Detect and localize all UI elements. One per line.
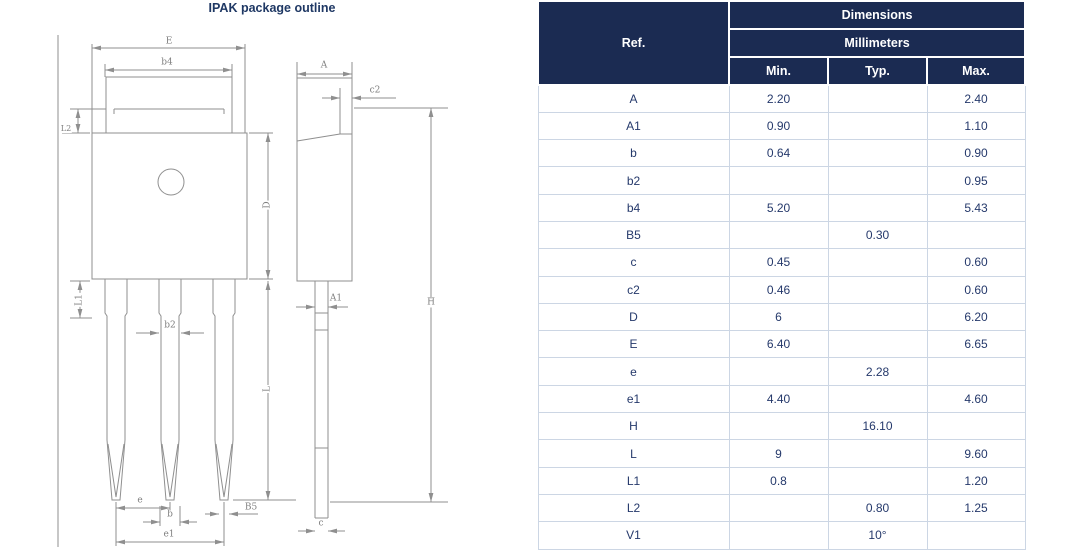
table-row	[538, 167, 1025, 194]
header-ref: Ref.	[538, 1, 729, 85]
table-row	[538, 494, 1025, 521]
cell-ref: b2	[538, 167, 729, 194]
dimensions-table	[537, 0, 1026, 550]
cell-min: 0.8	[729, 467, 828, 494]
label-c2: c2	[369, 85, 381, 96]
lead-2-tip	[162, 444, 178, 497]
label-e1: e1	[163, 529, 175, 540]
cell-ref: c2	[538, 276, 729, 303]
cell-max: 1.25	[927, 494, 1025, 521]
label-E: E	[165, 36, 173, 47]
cell-max: 6.65	[927, 331, 1025, 358]
header-min: Min.	[729, 57, 828, 85]
cell-ref: L	[538, 440, 729, 467]
label-A: A	[320, 60, 328, 71]
cell-max: 0.90	[927, 140, 1025, 167]
cell-ref: c	[538, 249, 729, 276]
cell-ref: b4	[538, 194, 729, 221]
cell-ref: V1	[538, 522, 729, 549]
cell-ref: L2	[538, 494, 729, 521]
lead-3-tip	[216, 444, 232, 497]
cell-ref: e	[538, 358, 729, 385]
label-b2: b2	[164, 320, 176, 331]
label-b: b	[167, 509, 173, 520]
cell-typ	[828, 440, 927, 467]
side-view	[296, 62, 448, 531]
cell-min	[729, 358, 828, 385]
cell-max: 0.60	[927, 276, 1025, 303]
lead-2	[159, 279, 181, 500]
table-row	[538, 358, 1025, 385]
cell-typ: 0.80	[828, 494, 927, 521]
cell-ref: A	[538, 85, 729, 112]
cell-max	[927, 221, 1025, 248]
side-tab-step	[297, 88, 352, 141]
cell-max	[927, 358, 1025, 385]
cell-min: 9	[729, 440, 828, 467]
cell-max	[927, 413, 1025, 440]
cell-max: 0.60	[927, 249, 1025, 276]
cell-max: 1.10	[927, 112, 1025, 139]
cell-max: 6.20	[927, 303, 1025, 330]
table-row	[538, 440, 1025, 467]
tab-step	[114, 109, 224, 114]
cell-min: 0.45	[729, 249, 828, 276]
drawing-title: IPAK package outline	[208, 1, 336, 15]
cell-min	[729, 494, 828, 521]
label-e: e	[137, 495, 143, 506]
lead-1	[105, 279, 127, 500]
cell-ref: L1	[538, 467, 729, 494]
label-c: c	[318, 518, 324, 529]
side-lead	[315, 281, 328, 518]
cell-min: 4.40	[729, 385, 828, 412]
header-dimensions: Dimensions	[729, 1, 1025, 29]
cell-ref: E	[538, 331, 729, 358]
cell-typ	[828, 467, 927, 494]
table-row	[538, 140, 1025, 167]
cell-typ: 0.30	[828, 221, 927, 248]
label-D: D	[262, 201, 273, 209]
lead-1-tip	[108, 444, 124, 497]
cell-min	[729, 167, 828, 194]
side-lead-bends	[315, 313, 328, 448]
table-row	[538, 413, 1025, 440]
cell-max	[927, 522, 1025, 549]
table-row	[538, 385, 1025, 412]
label-B5: B5	[244, 502, 258, 513]
cell-typ: 2.28	[828, 358, 927, 385]
cell-min	[729, 221, 828, 248]
cell-min	[729, 522, 828, 549]
table-row	[538, 221, 1025, 248]
cell-typ	[828, 303, 927, 330]
cell-typ	[828, 194, 927, 221]
lead-3	[213, 279, 235, 500]
cell-typ: 10°	[828, 522, 927, 549]
header-millimeters: Millimeters	[729, 29, 1025, 57]
cell-max: 0.95	[927, 167, 1025, 194]
cell-min: 0.90	[729, 112, 828, 139]
cell-ref: e1	[538, 385, 729, 412]
table-row	[538, 249, 1025, 276]
table-row	[538, 303, 1025, 330]
cell-max: 9.60	[927, 440, 1025, 467]
table-row	[538, 194, 1025, 221]
cell-typ	[828, 140, 927, 167]
table-row	[538, 85, 1025, 112]
cell-ref: b	[538, 140, 729, 167]
label-L: L	[262, 386, 273, 392]
header-typ: Typ.	[828, 57, 927, 85]
cell-min: 0.46	[729, 276, 828, 303]
mounting-tab	[106, 77, 232, 133]
mounting-hole	[158, 169, 184, 195]
cell-typ	[828, 112, 927, 139]
cell-min: 6.40	[729, 331, 828, 358]
cell-typ: 16.10	[828, 413, 927, 440]
cell-ref: D	[538, 303, 729, 330]
cell-min: 2.20	[729, 85, 828, 112]
cell-ref: B5	[538, 221, 729, 248]
cell-typ	[828, 85, 927, 112]
label-L2: L2	[60, 124, 72, 133]
cell-max: 1.20	[927, 467, 1025, 494]
cell-max: 5.43	[927, 194, 1025, 221]
cell-min: 0.64	[729, 140, 828, 167]
body-outline	[92, 133, 247, 279]
label-A1: A1	[329, 293, 343, 304]
cell-typ	[828, 276, 927, 303]
table-row	[538, 331, 1025, 358]
front-view	[58, 35, 296, 547]
cell-typ	[828, 331, 927, 358]
label-L1: L1	[74, 294, 85, 306]
table-row	[538, 112, 1025, 139]
cell-ref: H	[538, 413, 729, 440]
cad-drawing	[0, 0, 537, 550]
label-H: H	[427, 297, 435, 308]
cell-ref: A1	[538, 112, 729, 139]
label-b4: b4	[161, 57, 173, 68]
package-outline-drawing	[0, 0, 537, 550]
table-row	[538, 467, 1025, 494]
header-row-dimensions	[538, 1, 1025, 29]
cell-typ	[828, 167, 927, 194]
header-max: Max.	[927, 57, 1025, 85]
side-body-outline	[297, 78, 352, 281]
cell-max: 2.40	[927, 85, 1025, 112]
cell-min	[729, 413, 828, 440]
cell-max: 4.60	[927, 385, 1025, 412]
cell-typ	[828, 249, 927, 276]
table-row	[538, 522, 1025, 549]
cell-min: 6	[729, 303, 828, 330]
table-row	[538, 276, 1025, 303]
cell-typ	[828, 385, 927, 412]
cell-min: 5.20	[729, 194, 828, 221]
